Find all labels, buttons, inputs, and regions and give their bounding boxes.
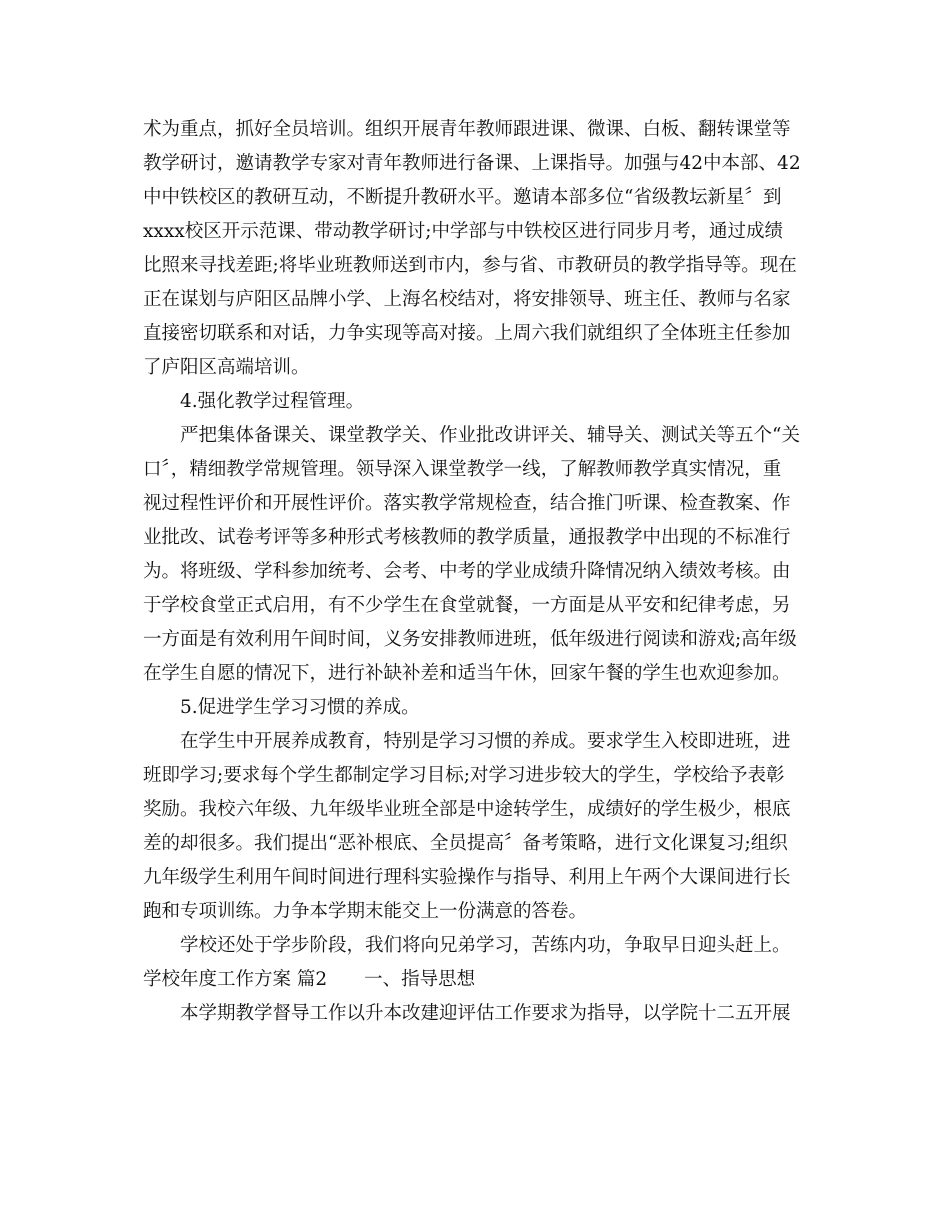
paragraph-line: 教学研讨，邀请教学专家对青年教师进行备课、上课指导。加强与42中本部、42 [143,153,801,174]
paragraph-line: 口〞，精细教学常规管理。领导深入课堂教学一线，了解教师教学真实情况，重 [143,459,782,480]
paragraph-line: 学校还处于学步阶段，我们将向兄弟学习，苦练内功，争取早日迎头赶上。 [180,935,791,956]
paragraph-line: 九年级学生利用午间时间进行理科实验操作与指导、利用上午两个大课间进行长 [143,867,791,888]
paragraph-line: 奖励。我校六年级、九年级毕业班全部是中途转学生，成绩好的学生极少，根底 [143,799,791,820]
paragraph-line: 本学期教学督导工作以升本改建迎评估工作要求为指导，以学院十二五开展 [180,1003,791,1024]
paragraph-line: 直接密切联系和对话，力争实现等高对接。上周六我们就组织了全体班主任参加 [143,323,791,344]
paragraph-line: 了庐阳区高端培训。 [143,357,310,378]
paragraph-line: xxxx校区开示范课、带动教学研讨;中学部与中铁校区进行同步月考，通过成绩 [143,221,783,242]
paragraph-line: 视过程性评价和开展性评价。落实教学常规检查，结合推门听课、检查教案、作 [143,493,791,514]
paragraph-line: 一方面是有效利用午间时间，义务安排教师进班，低年级进行阅读和游戏;高年级 [143,629,797,650]
paragraph-line: 正在谋划与庐阳区品牌小学、上海名校结对，将安排领导、班主任、教师与名家 [143,289,791,310]
paragraph-line: 严把集体备课关、课堂教学关、作业批改讲评关、辅导关、测试关等五个“关 [180,425,800,446]
section-heading: 4.强化教学过程管理。 [180,391,365,412]
paragraph-line: 在学生自愿的情况下，进行补缺补差和适当午休，回家午餐的学生也欢迎参加。 [143,663,791,684]
paragraph-line: 术为重点，抓好全员培训。组织开展青年教师跟进课、微课、白板、翻转课堂等 [143,119,791,140]
paragraph-line: 中中铁校区的教研互动，不断提升教研水平。邀请本部多位“省级教坛新星〞到 [143,187,782,208]
section-heading: 5.促进学生学习习惯的养成。 [180,697,420,718]
paragraph-line: 跑和专项训练。力争本学期末能交上一份满意的答卷。 [143,901,588,922]
paragraph-line: 比照来寻找差距;将毕业班教师送到市内，参与省、市教研员的教学指导等。现在 [143,255,797,276]
paragraph-line: 业批改、试卷考评等多种形式考核教师的教学质量，通报教学中出现的不标准行 [143,527,791,548]
paragraph-line: 差的却很多。我们提出“恶补根底、全员提高〞备考策略，进行文化课复习;组织 [143,833,788,854]
paragraph-line: 于学校食堂正式启用，有不少学生在食堂就餐，一方面是从平安和纪律考虑，另 [143,595,791,616]
paragraph-line: 为。将班级、学科参加统考、会考、中考的学业成绩升降情况纳入绩效考核。由 [143,561,791,582]
paragraph-line: 在学生中开展养成教育，特别是学习习惯的养成。要求学生入校即进班，进 [180,731,791,752]
paragraph-line: 班即学习;要求每个学生都制定学习目标;对学习进步较大的学生，学校给予表彰 [143,765,785,786]
document-section-title: 学校年度工作方案 篇2 一、指导思想 [143,969,476,990]
